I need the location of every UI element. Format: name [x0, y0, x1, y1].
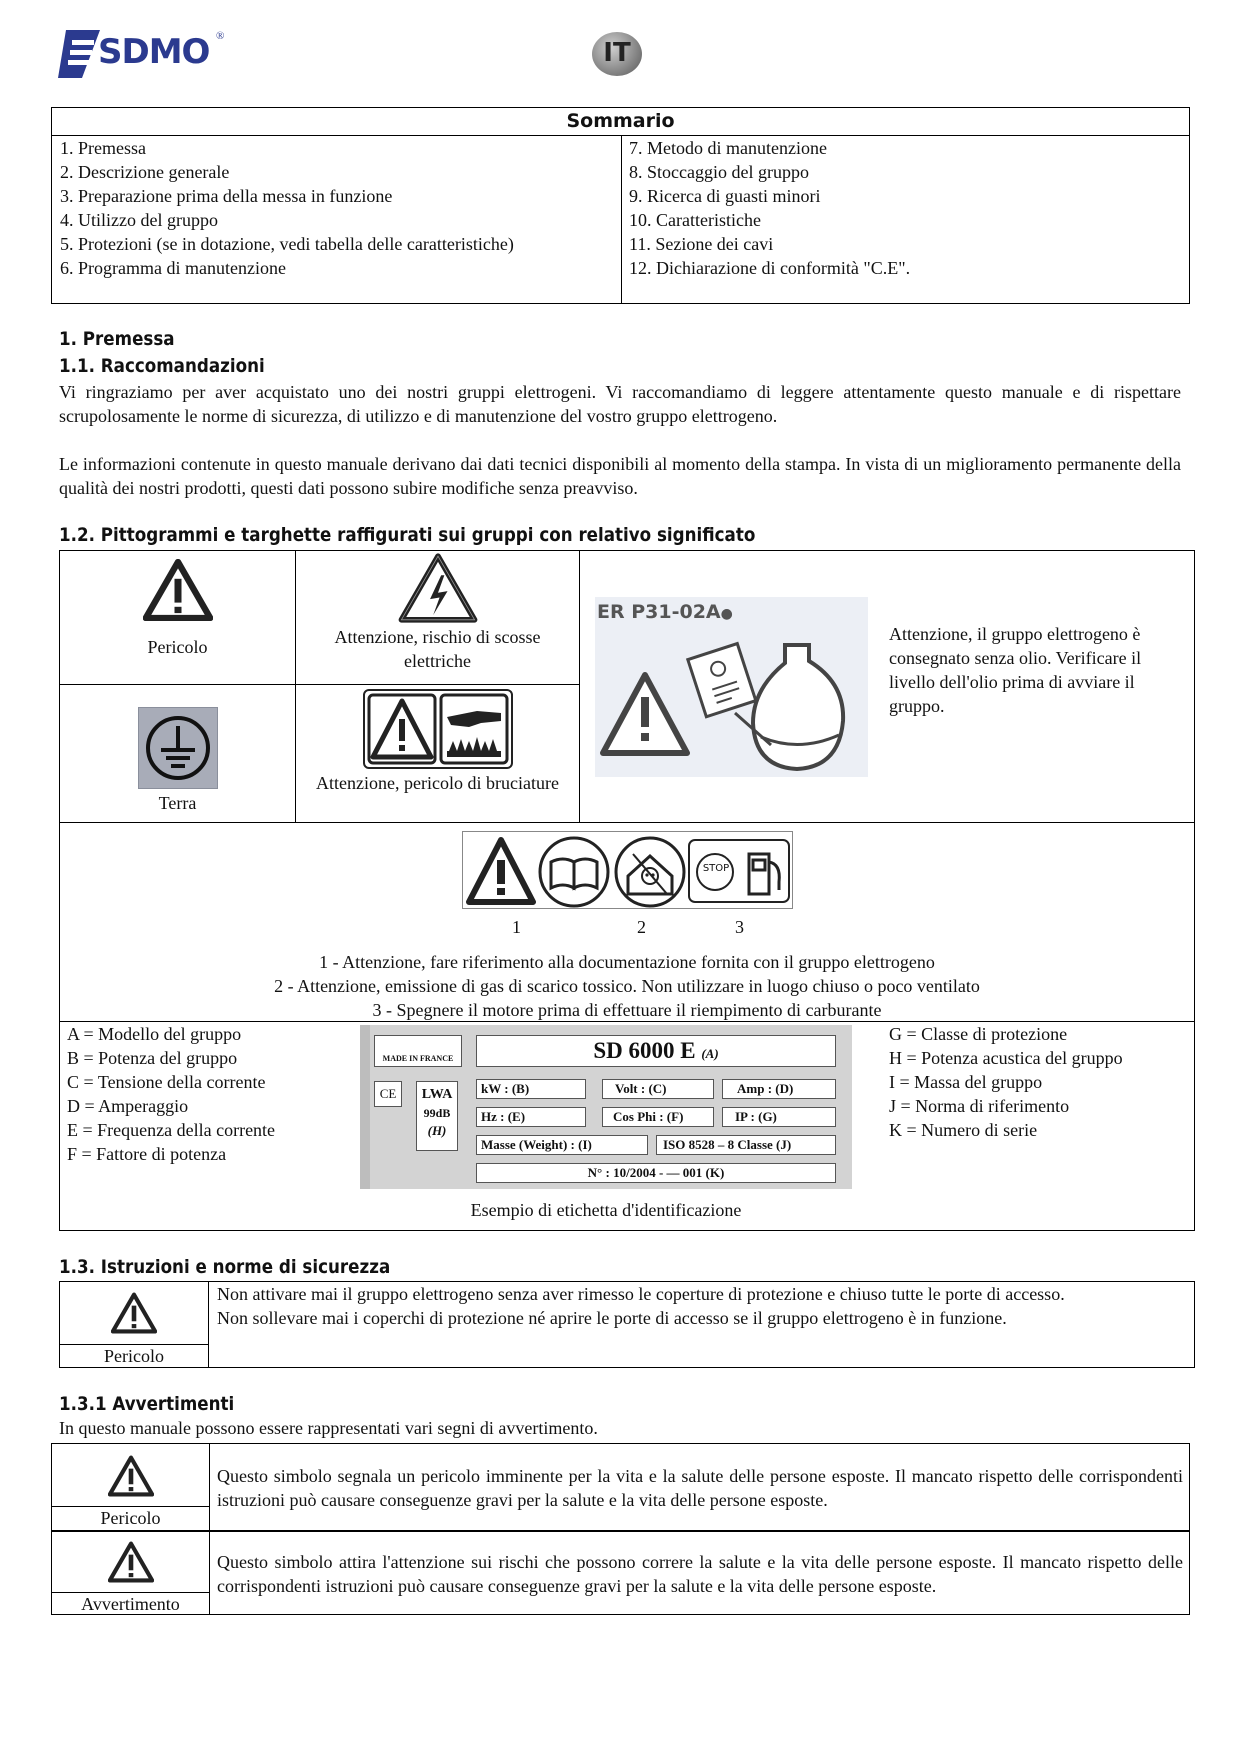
strip-number-1: 1: [512, 917, 521, 937]
toc-link-descrizione[interactable]: 2. Descrizione generale: [60, 162, 230, 182]
toc-link-caratteristiche[interactable]: 10. Caratteristiche: [629, 210, 761, 230]
toc-link-metodo[interactable]: 7. Metodo di manutenzione: [629, 138, 827, 158]
toc-left-list: [60, 136, 514, 280]
amp-field: Amp : (D): [722, 1079, 836, 1099]
section-1-3-1-title: 1.3.1 Avvertimenti: [59, 1393, 235, 1415]
oil-check-warning-icon: [595, 597, 868, 777]
warnings-intro: In questo manuale possono essere rappresentati vari segni di avvertimento.: [59, 1418, 598, 1438]
recommendations-paragraph-2: Le informazioni contenute in questo manuale derivano dai dati tecnici disponibili al momento della stampa. In vista di un miglioramento permanente della qualità dei nostri prodotti, questi dati possono subire modifiche senza preavviso.: [59, 454, 1181, 498]
kw-field: kW : (B): [476, 1079, 586, 1099]
oil-warning-label: [595, 597, 868, 777]
recommendations-paragraph-1: Vi ringraziamo per aver acquistato uno dei nostri gruppi elettrogeni. Vi raccomandiamo di leggere attentamente questo manuale e di rispettare scrupolosamente le norme di sicurezza, di utilizzo e di manutenzione del vostro gruppo elettrogeno.: [59, 382, 1181, 426]
serial-field: N° : 10/2004 - — 001 (K): [476, 1163, 836, 1183]
ce-mark: CE: [374, 1081, 402, 1107]
pictogram-label-terra: Terra: [158, 793, 197, 813]
legend-b: B = Potenza del gruppo: [67, 1048, 238, 1068]
section-1-3-title: 1.3. Istruzioni e norme di sicurezza: [59, 1256, 391, 1278]
pictogram-table: [59, 550, 1195, 1231]
lwa-field: LWA 99dB (H): [416, 1081, 458, 1151]
toc-link-sezione-cavi[interactable]: 11. Sezione dei cavi: [629, 234, 774, 254]
language-badge: [592, 32, 642, 76]
oil-label-code: ER P31-02A●: [597, 601, 733, 623]
toc-box: [51, 107, 1190, 304]
label-caption: Esempio di etichetta d'identificazione: [470, 1200, 742, 1220]
pictogram-label-scosse: Attenzione, rischio di scosse elettriche: [334, 627, 541, 671]
warning-signs-table: [51, 1443, 1190, 1615]
hz-field: Hz : (E): [476, 1107, 586, 1127]
safety-rules-table: [59, 1281, 1195, 1368]
section-1-title: 1. Premessa: [59, 328, 175, 350]
strip-note-3: 3 - Spegnere il motore prima di effettuare il riempimento di carburante: [372, 1000, 882, 1020]
legend-i: I = Massa del gruppo: [889, 1072, 1043, 1092]
toc-link-premessa[interactable]: 1. Premessa: [60, 138, 146, 158]
toc-link-preparazione[interactable]: 3. Preparazione prima della messa in funzione: [60, 186, 393, 206]
label-legend-right: [889, 1022, 1123, 1142]
burn-hazard-icon: [363, 689, 513, 769]
safety-pictogram-strip: [462, 831, 793, 909]
toc-link-stoccaggio[interactable]: 8. Stoccaggio del gruppo: [629, 162, 809, 182]
cosphi-field: Cos Phi : (F): [602, 1107, 714, 1127]
logo-text: SDMO: [98, 32, 210, 72]
strip-number-3: 3: [735, 917, 744, 937]
strip-note-2: 2 - Attenzione, emissione di gas di scarico tossico. Non utilizzare in luogo chiuso o poco ventilato: [274, 976, 980, 996]
safety-rule-1: Non attivare mai il gruppo elettrogeno senza aver rimesso le coperture di protezione e chiuso tutte le porte di accesso.: [217, 1284, 1065, 1304]
legend-h: H = Potenza acustica del gruppo: [889, 1048, 1123, 1068]
legend-c: C = Tensione della corrente: [67, 1072, 266, 1092]
warning-triangle-icon: [108, 1541, 154, 1583]
section-1-2-title: 1.2. Pittogrammi e targhette raffigurati sui gruppi con relativo significato: [59, 524, 756, 546]
sdmo-logo: [58, 28, 228, 80]
electric-shock-warning-icon: [398, 553, 478, 623]
toc-link-protezioni[interactable]: 5. Protezioni (se in dotazione, vedi tabella delle caratteristiche): [60, 234, 514, 254]
warning-row-label-pericolo: Pericolo: [100, 1508, 161, 1528]
toc-right-list: [629, 136, 910, 280]
legend-k: K = Numero di serie: [889, 1120, 1038, 1140]
safety-rule-2: Non sollevare mai i coperchi di protezione né aprire le porte di accesso se il gruppo elettrogeno è in funzione.: [217, 1308, 1007, 1328]
volt-field: Volt : (C): [602, 1079, 714, 1099]
masse-field: Masse (Weight) : (I): [476, 1135, 648, 1155]
ip-field: IP : (G): [722, 1107, 836, 1127]
model-field: SD 6000 E (A): [476, 1035, 836, 1067]
legend-j: J = Norma di riferimento: [889, 1096, 1070, 1116]
section-1-1-title: 1.1. Raccomandazioni: [59, 355, 265, 377]
ground-icon: [138, 707, 218, 789]
toc-link-utilizzo[interactable]: 4. Utilizzo del gruppo: [60, 210, 218, 230]
legend-e: E = Frequenza della corrente: [67, 1120, 276, 1140]
warning-row-text-avvertimento: Questo simbolo attira l'attenzione sui rischi che possono correre la salute e la vita delle persone esposte. Il mancato rispetto delle corrispondenti istruzioni può causare conseguenze gravi per la salute e la vita delle persone esposte.: [217, 1552, 1183, 1596]
language-badge-label: IT: [603, 38, 631, 68]
legend-a: A = Modello del gruppo: [67, 1024, 242, 1044]
strip-notes: [60, 950, 1194, 1022]
toc-link-programma[interactable]: 6. Programma di manutenzione: [60, 258, 286, 278]
warning-triangle-icon: [108, 1455, 154, 1497]
oil-warning-text: Attenzione, il gruppo elettrogeno è consegnato senza olio. Verificare il livello dell'olio prima di avviare il gruppo.: [889, 624, 1142, 716]
strip-number-2: 2: [637, 917, 646, 937]
label-legend-left: [67, 1022, 275, 1166]
warning-row-text-pericolo: Questo simbolo segnala un pericolo imminente per la vita e la salute delle persone esposte. Il mancato rispetto delle corrispondenti istruzioni può causare conseguenze gravi per la salute e la vita delle persone esposte.: [217, 1466, 1183, 1510]
toc-link-ricerca[interactable]: 9. Ricerca di guasti minori: [629, 186, 821, 206]
identification-label-example: [360, 1025, 852, 1189]
pictogram-label-bruciature: Attenzione, pericolo di bruciature: [316, 773, 559, 793]
toc-title: Sommario: [52, 108, 1189, 136]
made-in-label: MADE IN FRANCE: [374, 1035, 462, 1067]
legend-g: G = Classe di protezione: [889, 1024, 1068, 1044]
warning-triangle-icon: [111, 1292, 157, 1334]
legend-f: F = Fattore di potenza: [67, 1144, 227, 1164]
strip-note-1: 1 - Attenzione, fare riferimento alla documentazione fornita con il gruppo elettrogeno: [319, 952, 935, 972]
safety-rules-label: Pericolo: [104, 1346, 164, 1366]
pictogram-label-pericolo: Pericolo: [147, 637, 208, 657]
iso-field: ISO 8528 – 8 Classe (J): [656, 1135, 836, 1155]
warning-triangle-icon: [143, 559, 213, 621]
logo-registered-mark: ®: [216, 30, 225, 42]
warning-row-label-avvertimento: Avvertimento: [81, 1594, 180, 1614]
stop-icon: STOP: [702, 863, 730, 874]
legend-d: D = Amperaggio: [67, 1096, 189, 1116]
toc-link-dichiarazione[interactable]: 12. Dichiarazione di conformità "C.E".: [629, 258, 911, 278]
